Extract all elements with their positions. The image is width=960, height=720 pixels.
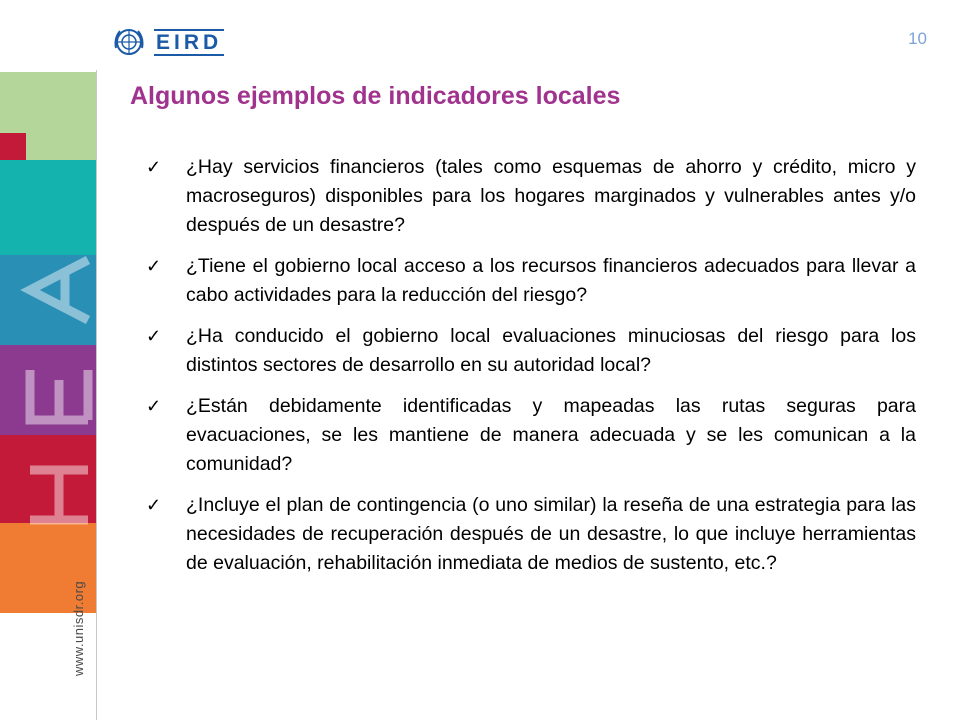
eird-logo [112,26,224,58]
checkmark-icon: ✓ [146,157,162,177]
band-crimson [0,435,96,523]
checkmark-icon: ✓ [146,256,162,276]
bullet-list [146,153,916,590]
checkmark-icon: ✓ [146,495,162,515]
checkmark-icon: ✓ [146,396,162,416]
page-number: 10 [908,29,927,48]
un-emblem-icon [112,26,146,58]
bullet-item [146,153,916,240]
bullet-item [146,491,916,578]
bullet-item [146,322,916,380]
bullet-item [146,252,916,310]
bullet-text: ¿Tiene el gobierno local acceso a los recursos financieros adecuados para llevar a cabo actividades para la reducción del riesgo? [186,255,916,306]
bullet-text: ¿Hay servicios financieros (tales como esquemas de ahorro y crédito, micro y macroseguros) disponibles para los hogares marginados y vulnerables antes y/o después de un desastre? [186,156,916,236]
logo-text: EIRD [156,30,223,54]
bullet-text: ¿Ha conducido el gobierno local evaluaciones minuciosas del riesgo para los distintos sectores de desarrollo en su autoridad local? [186,325,916,376]
sidebar-divider [96,70,97,720]
bullet-text: ¿Incluye el plan de contingencia (o uno similar) la reseña de una estrategia para las necesidades de recuperación después de un desastre, lo que incluye herramientas de evaluación, rehabilitación inmediata de medios de sustento, etc.? [186,494,916,574]
band-teal [0,160,96,255]
website-url: www.unisdr.org [71,580,86,676]
band-red-small [0,133,26,160]
bullet-text: ¿Están debidamente identificadas y mapeadas las rutas seguras para evacuaciones, se les mantiene de manera adecuada y se les comunican a la comunidad? [186,395,916,475]
bullet-item [146,392,916,479]
checkmark-icon: ✓ [146,326,162,346]
slide-title: Algunos ejemplos de indicadores locales [130,82,621,110]
